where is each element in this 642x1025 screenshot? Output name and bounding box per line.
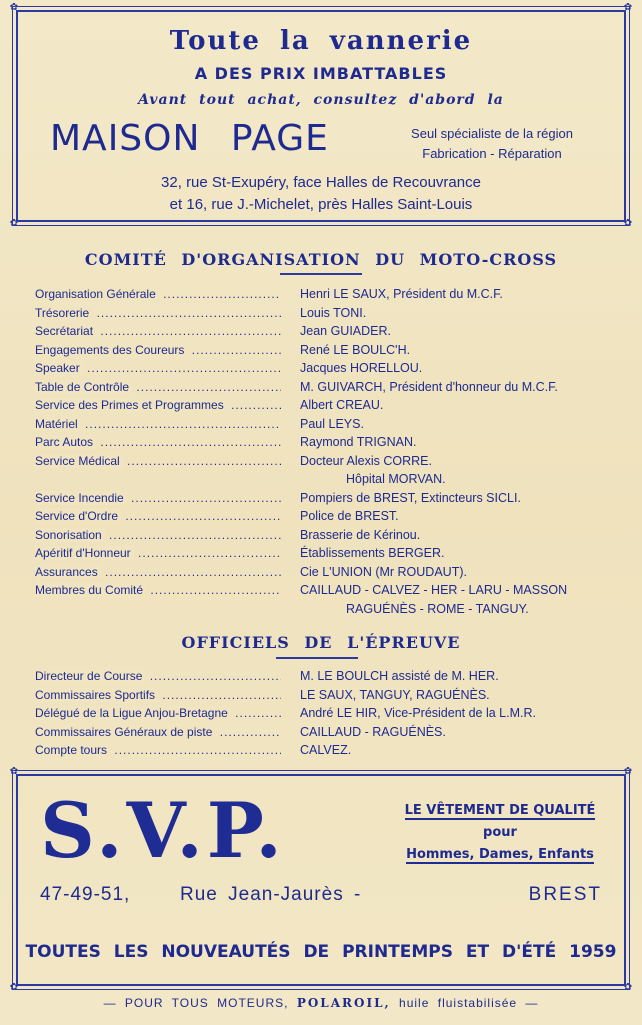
footer-suffix: huile fluistabilisée — bbox=[399, 996, 539, 1010]
specialist-note bbox=[382, 124, 602, 164]
svp-brand: S.V.P. bbox=[40, 786, 286, 875]
svp-line bbox=[400, 844, 600, 866]
role-label-text: Commissaires Généraux de piste bbox=[35, 725, 215, 739]
role-label-text: Service des Primes et Programmes bbox=[35, 398, 227, 412]
role-label bbox=[35, 398, 281, 412]
corner-flower-icon: ✿ bbox=[623, 982, 633, 993]
list-item bbox=[0, 417, 642, 435]
person-value: Raymond TRIGNAN. bbox=[300, 435, 417, 449]
role-label bbox=[35, 287, 281, 301]
role-label-text: Directeur de Course bbox=[35, 669, 145, 683]
role-label bbox=[35, 509, 281, 523]
specialist-line: Fabrication - Réparation bbox=[422, 146, 562, 161]
person-value: Docteur Alexis CORRE. bbox=[300, 453, 432, 468]
corner-flower-icon: ✿ bbox=[623, 766, 633, 777]
list-item bbox=[0, 583, 642, 601]
corner-flower-icon: ✿ bbox=[9, 766, 19, 777]
role-label bbox=[35, 725, 281, 739]
role-label-text: Speaker bbox=[35, 361, 83, 375]
role-label bbox=[35, 435, 281, 449]
polaroil-footer bbox=[0, 996, 642, 1010]
svp-line-text: Hommes, Dames, Enfants bbox=[406, 847, 594, 862]
address-line: et 16, rue J.-Michelet, près Halles Saint-Louis bbox=[169, 196, 473, 213]
list-item bbox=[0, 324, 642, 342]
role-label bbox=[35, 546, 281, 560]
role-label bbox=[35, 565, 281, 579]
list-item bbox=[0, 565, 642, 583]
person-value: Henri LE SAUX, Président du M.C.F. bbox=[300, 287, 503, 301]
role-label-text: Organisation Générale bbox=[35, 287, 159, 301]
corner-flower-icon: ✿ bbox=[623, 2, 633, 13]
person-value: Louis TONI. bbox=[300, 305, 367, 320]
person-value: CAILLAUD - CALVEZ - HER - LARU - MASSON bbox=[300, 583, 568, 597]
list-item bbox=[0, 706, 642, 724]
list-item bbox=[0, 509, 642, 527]
corner-flower-icon: ✿ bbox=[9, 218, 19, 229]
list-item bbox=[0, 306, 642, 324]
role-label bbox=[35, 417, 281, 431]
role-label bbox=[35, 491, 281, 505]
role-label bbox=[35, 583, 281, 597]
street-name: Rue Jean-Jaurès - bbox=[180, 884, 362, 905]
vannerie-tagline: Avant tout achat, consultez d'abord la bbox=[138, 92, 504, 108]
comite-heading: COMITÉ D'ORGANISATION DU MOTO-CROSS bbox=[84, 250, 558, 269]
role-label-text: Service d'Ordre bbox=[35, 509, 121, 523]
person-value: Jacques HORELLOU. bbox=[300, 361, 423, 375]
role-label bbox=[35, 380, 281, 394]
svp-line bbox=[400, 800, 600, 822]
list-item bbox=[0, 343, 642, 361]
svp-quality-note bbox=[400, 800, 600, 866]
role-label-text: Secrétariat bbox=[35, 324, 96, 338]
corner-flower-icon: ✿ bbox=[9, 982, 19, 993]
person-value: Brasserie de Kérinou. bbox=[300, 527, 421, 542]
person-value: LE SAUX, TANGUY, RAGUÉNÈS. bbox=[300, 687, 490, 702]
role-label-text: Trésorerie bbox=[35, 306, 92, 320]
person-value: Jean GUIADER. bbox=[300, 324, 392, 338]
role-label-text: Service Incendie bbox=[35, 491, 127, 505]
list-item bbox=[0, 287, 642, 305]
role-label bbox=[35, 361, 281, 375]
list-item bbox=[0, 491, 642, 509]
role-label-text: Sonorisation bbox=[35, 528, 105, 542]
person-value: Paul LEYS. bbox=[300, 416, 364, 431]
person-value: René LE BOULC'H. bbox=[300, 342, 411, 357]
role-label-text: Membres du Comité bbox=[35, 583, 146, 597]
list-item bbox=[0, 454, 642, 472]
role-label bbox=[35, 688, 281, 702]
svp-line: pour bbox=[483, 825, 517, 840]
list-item bbox=[0, 688, 642, 706]
person-value: M. GUIVARCH, Président d'honneur du M.C.F. bbox=[300, 379, 558, 394]
footer-prefix: — POUR TOUS MOTEURS, bbox=[103, 996, 289, 1010]
person-value: André LE HIR, Vice-Président de la L.M.R. bbox=[300, 706, 536, 720]
list-item bbox=[0, 669, 642, 687]
heading-underline bbox=[280, 273, 362, 275]
role-label-text: Compte tours bbox=[35, 743, 110, 757]
corner-flower-icon: ✿ bbox=[623, 218, 633, 229]
shop-name: MAISON PAGE bbox=[50, 118, 329, 159]
vannerie-address bbox=[18, 172, 624, 216]
list-item bbox=[0, 380, 642, 398]
role-label-text: Délégué de la Ligue Anjou-Bretagne bbox=[35, 706, 231, 720]
role-label-text: Parc Autos bbox=[35, 435, 96, 449]
role-label-text: Assurances bbox=[35, 565, 101, 579]
role-label bbox=[35, 528, 281, 542]
role-label-text: Matériel bbox=[35, 417, 81, 431]
person-value: RAGUÉNÈS - ROME - TANGUY. bbox=[346, 601, 529, 616]
specialist-line: Seul spécialiste de la région bbox=[411, 126, 573, 141]
officiels-heading: OFFICIELS DE L'ÉPREUVE bbox=[181, 633, 461, 652]
role-label bbox=[35, 454, 281, 468]
role-label bbox=[35, 743, 281, 757]
role-label bbox=[35, 306, 281, 320]
svp-season-line: TOUTES LES NOUVEAUTÉS DE PRINTEMPS ET D'ÉTÉ 1959 bbox=[25, 942, 617, 962]
role-label bbox=[35, 706, 281, 720]
list-item bbox=[0, 435, 642, 453]
person-value: CAILLAUD - RAGUÉNÈS. bbox=[300, 724, 446, 739]
list-item bbox=[0, 546, 642, 564]
list-item bbox=[0, 472, 642, 490]
address-line: 32, rue St-Exupéry, face Halles de Recouvrance bbox=[161, 174, 481, 191]
person-value: CALVEZ. bbox=[300, 743, 352, 757]
person-value: Albert CREAU. bbox=[300, 398, 384, 412]
list-item bbox=[0, 528, 642, 546]
role-label bbox=[35, 343, 281, 357]
city-name: BREST bbox=[528, 884, 602, 905]
vannerie-ad-frame bbox=[9, 2, 633, 229]
person-value: Hôpital MORVAN. bbox=[346, 472, 446, 486]
person-value: Police de BREST. bbox=[300, 509, 399, 523]
role-label bbox=[35, 324, 281, 338]
role-label-text: Engagements des Coureurs bbox=[35, 343, 187, 357]
list-item bbox=[0, 602, 642, 620]
corner-flower-icon: ✿ bbox=[9, 2, 19, 13]
role-label-text: Apéritif d'Honneur bbox=[35, 546, 134, 560]
list-item bbox=[0, 743, 642, 761]
list-item bbox=[0, 361, 642, 379]
role-label-text: Service Médical bbox=[35, 454, 123, 468]
role-label-text: Table de Contrôle bbox=[35, 380, 132, 394]
footer-brand: POLAROIL, bbox=[296, 996, 391, 1010]
vannerie-subtitle: A DES PRIX IMBATTABLES bbox=[194, 64, 448, 83]
role-label-text: Commissaires Sportifs bbox=[35, 688, 158, 702]
list-item bbox=[0, 725, 642, 743]
heading-underline bbox=[276, 657, 358, 659]
person-value: M. LE BOULCH assisté de M. HER. bbox=[300, 669, 499, 683]
person-value: Pompiers de BREST, Extincteurs SICLI. bbox=[300, 490, 521, 505]
list-item bbox=[0, 398, 642, 416]
svp-line-text: LE VÊTEMENT DE QUALITÉ bbox=[404, 803, 596, 818]
street-number: 47-49-51, bbox=[40, 884, 131, 905]
role-label bbox=[35, 669, 281, 683]
person-value: Cie L'UNION (Mr ROUDAUT). bbox=[300, 564, 467, 579]
person-value: Établissements BERGER. bbox=[300, 546, 445, 560]
vannerie-title: Toute la vannerie bbox=[169, 26, 473, 56]
